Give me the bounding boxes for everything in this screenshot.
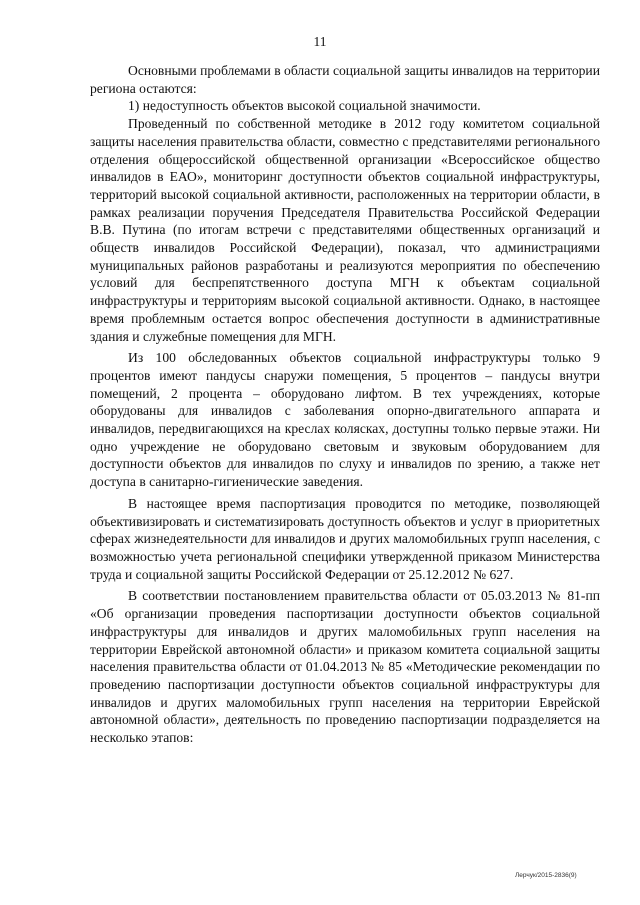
paragraph-regulation-stages: В соответствии постановлением правительства области от 05.03.2013 № 81-пп «Об организации проведения паспортизации доступности объектов социальной инфраструктуры для инвалидов и других маломобильных групп населения на территории Еврейской автономной области» и приказом комитета социальной защиты населения правительства области от 01.04.2013 № 85 «Методические рекомендации по проведению паспортизации доступности объектов социальной инфраструктуры для инвалидов и других маломобильных групп населения на территории Еврейской автономной области», деятельность по проведению паспортизации подразделяется на несколько этапов:	[90, 588, 600, 746]
footer-document-code: Лерчук/2015-2836(9)	[515, 872, 577, 879]
paragraph-problem-item-1: 1) недоступность объектов высокой социальной значимости.	[128, 98, 481, 114]
paragraph-survey-results: Из 100 обследованных объектов социальной инфраструктуры только 9 процентов имеют пандусы снаружи помещения, 5 процентов – пандусы внутри помещений, 2 процента – оборудовано лифтом. В тех учреждениях, которые оборудованы для инвалидов с заболевания опорно-двигательного аппарата и инвалидов, передвигающихся на креслах колясках, доступны только первые этажи. Ни одно учреждение не оборудовано световым и звуковым оборудованием для доступности объектов для инвалидов по слуху и инвалидов по зрению, а также нет доступа в санитарно-гигиенические заведения.	[90, 350, 600, 490]
page-number: 11	[313, 34, 327, 49]
body-text	[90, 62, 600, 747]
paragraph-monitoring-2012: Проведенный по собственной методике в 2012 году комитетом социальной защиты населения правительства области, совместно с представителями регионального отделения общероссийской общественной организации «Всероссийское общество инвалидов в ЕАО», мониторинг доступности объектов социальной инфраструктуры, территорий высокой социальной активности, расположенных на территории области, в рамках реализации поручения Председателя Правительства Российской Федерации В.В. Путина (по итогам встречи с представителями общественных организаций и обществ инвалидов Российской Федерации), показал, что администрациями муниципальных районов разработаны и реализуются мероприятия по обеспечению условий для беспрепятственного доступа МГН к объектам социальной инфраструктуры и территориям высокой социальной активности. Однако, в настоящее время проблемным остается вопрос обеспечения доступности в административные здания и служебные помещения для МГН.	[90, 116, 600, 344]
paragraph-main-problems: Основными проблемами в области социальной защиты инвалидов на территории региона остаются:	[90, 63, 600, 96]
paragraph-passportization-method: В настоящее время паспортизация проводится по методике, позволяющей объективизировать и систематизировать доступность объектов и услуг в приоритетных сферах жизнедеятельности для инвалидов и других маломобильных групп населения, с возможностью учета региональной специфики утвержденной приказом Министерства труда и социальной защиты Российской Федерации от 25.12.2012 № 627.	[90, 495, 600, 582]
